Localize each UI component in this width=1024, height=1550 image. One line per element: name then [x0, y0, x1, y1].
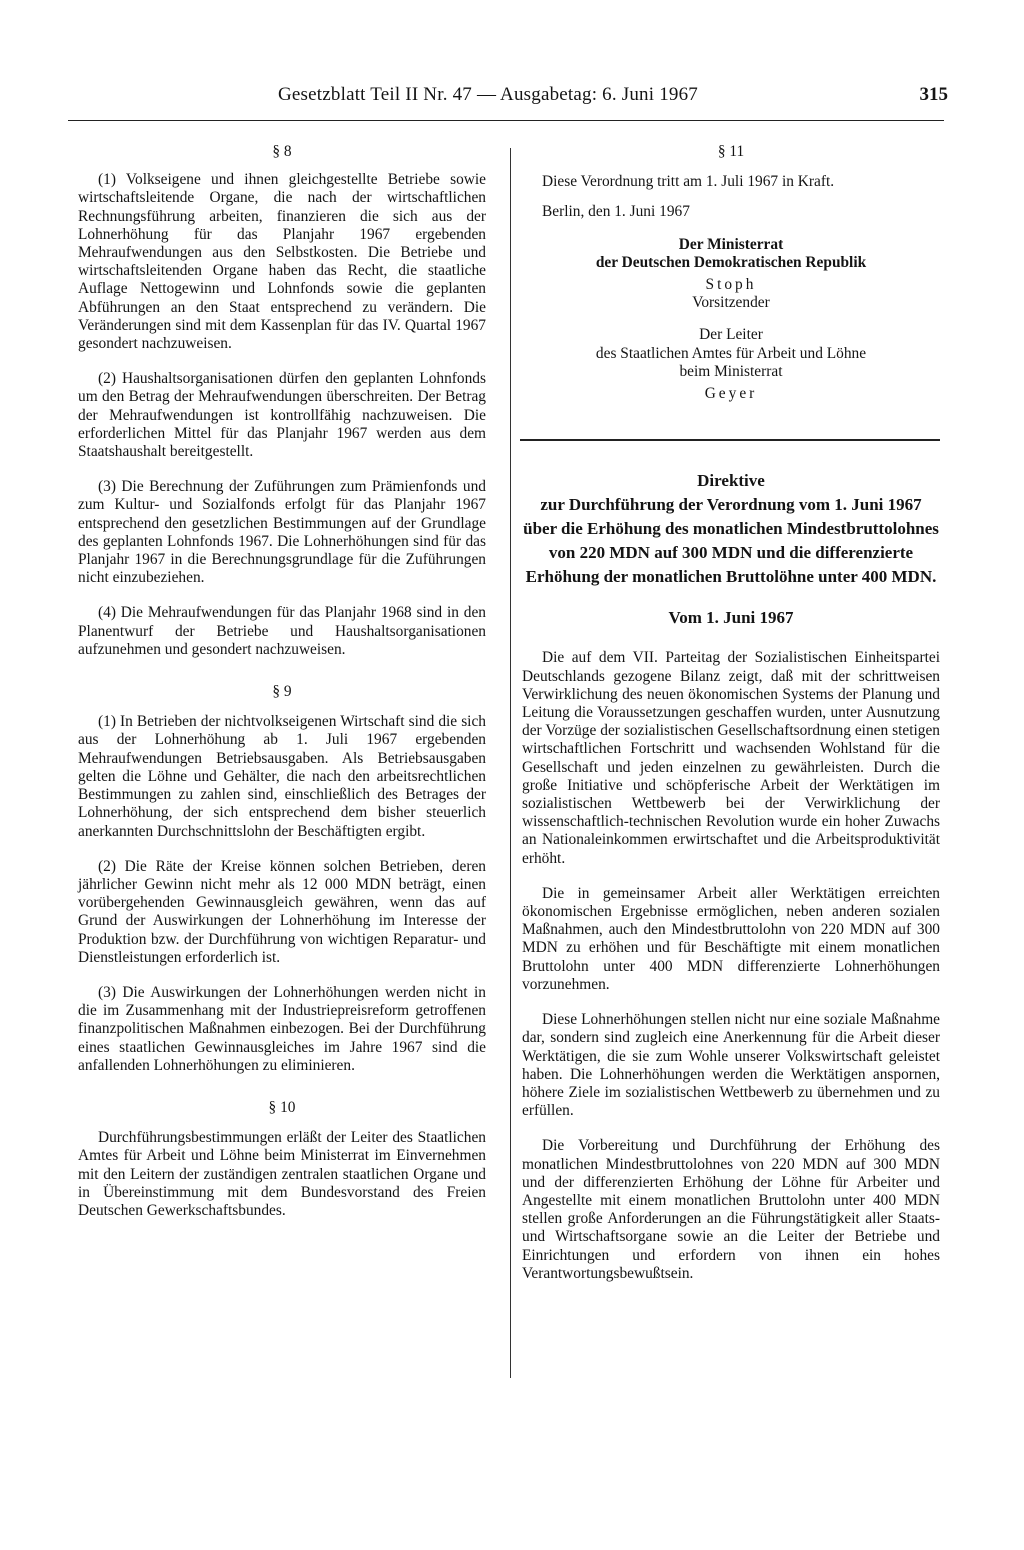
signer-2-name: Geyer [704, 385, 758, 403]
directive-paragraph-2: Die in gemeinsamer Arbeit aller Werktätigen erreichten ökonomischen Ergebnisse ermöglichen, neben anderen sozialen Maßnahmen, auch den Mindestbruttolohn von 220 MDN auf 300 MDN zu erhöhen und für Beschäftigte mit einem monatlichen Bruttolohn unter 400 MDN differenzierte Lohnerhöhungen vorzunehmen. [522, 884, 940, 993]
directive-paragraph-3: Diese Lohnerhöhungen stellen nicht nur eine soziale Maßnahme dar, sondern sind zugleich eine Anerkennung für die Arbeit dieser Werktätigen, die sie zum Wohle unserer Volkswirtschaft geleistet haben. Die Lohnerhöhungen werden die Werktätigen anspornen, höhere Ziele im sozialistischen Wettbewerb zu übernehmen und zu erfüllen. [522, 1011, 940, 1120]
separator-rule [520, 439, 940, 441]
signer-2-role-line-2: des Staatlichen Amtes für Arbeit und Löhne [595, 344, 867, 362]
s9-paragraph-3: (3) Die Auswirkungen der Lohnerhöhungen werden nicht in die im Zusammenhang mit der Industriepreisreform getroffenen finanzpolitischen Maßnahmen einbezogen. Bei der Durchführung eines staatlichen Gewinnausgleiches im Jahre 1967 sind die anfallenden Lohnerhöhungen zu eliminieren. [78, 983, 486, 1074]
directive-subtitle: zur Durchführung der Verordnung vom 1. Juni 1967 über die Erhöhung des monatlichen Mindestbruttolohnes von 220 MDN auf 300 MDN und die differenzierte Erhöhung der monatlichen Bruttolöhne unter 400 MDN. [523, 495, 939, 587]
place-date: Berlin, den 1. Juni 1967 [542, 203, 690, 221]
signer-2-role-line-3: beim Ministerrat [679, 362, 783, 380]
left-column [78, 143, 486, 1220]
signer-1-name: Stoph [705, 276, 757, 294]
signature-block [522, 236, 940, 404]
section-9-heading: § 9 [272, 683, 292, 701]
directive-paragraph-4: Die Vorbereitung und Durchführung der Erhöhung des monatlichen Mindestbruttolohnes von 220 MDN auf 300 MDN und der differenzierten Erhöhung der Löhne für Arbeiter und Angestellte mit einem monatlichen Bruttolohn unter 400 MDN stellen große Anforderungen an die Führungstätigkeit aller Staats- und Wirtschaftsorgane sowie an die Leiter der Betriebe und Einrichtungen und erfordern von ihnen ein hohes Verantwortungsbewußtsein. [522, 1137, 940, 1282]
page-header [68, 84, 948, 114]
s8-paragraph-1: (1) Volkseigene und ihnen gleichgestellte Betriebe sowie wirtschaftsleitende Organe, die nach der wirtschaftlichen Rechnungsführung arbeiten, finanzieren die sich aus der Lohnerhöhung für das Planjahr 1967 ergebenden Mehraufwendungen aus den Selbstkosten. Die Betriebe und wirtschaftsleitenden Organe haben das Recht, die staatliche Auflage Nettogewinn und Lohnfonds sowie die geplanten Abführungen an den Staat entsprechend zu verändern. Die Veränderungen sind mit dem Kassenplan für das IV. Quartal 1967 gesondert nachzuweisen. [78, 171, 486, 353]
s8-paragraph-4: (4) Die Mehraufwendungen für das Planjahr 1968 sind in den Planentwurf der Betriebe und Haushaltsorganisationen aufzunehmen und gesondert nachzuweisen. [78, 604, 486, 658]
s8-paragraph-2: (2) Haushaltsorganisationen dürfen den geplanten Lohnfonds um den Betrag der Mehraufwendungen überschreiten. Der Betrag der Mehraufwendungen ist kontrollfähig nachzuweisen. Die erforderlichen Mittel für das Planjahr 1967 werden aus dem Staatshaushalt bereitgestellt. [78, 370, 486, 461]
issuing-body-line-1: Der Ministerrat [678, 235, 784, 253]
page-number: 315 [919, 84, 948, 105]
header-title: Gesetzblatt Teil II Nr. 47 — Ausgabetag: 6. Juni 1967 [278, 84, 698, 105]
section-11-heading: § 11 [717, 143, 745, 160]
s9-paragraph-2: (2) Die Räte der Kreise können solchen Betrieben, deren jährlicher Gewinn nicht mehr als 12 000 MDN beträgt, einen vorübergehenden Gewinnausgleich gewähren, wenn das auf Grund der Auswirkungen der Lohnerhöhung im Interesse der Produktion bzw. der Durchführung von wichtigen Reparatur- und Dienstleistungen erforderlich ist. [78, 857, 486, 966]
directive-paragraph-1: Die auf dem VII. Parteitag der Sozialistischen Einheitspartei Deutschlands gezogene Bilanz zeigt, daß mit der schrittweisen Verwirklichung des neuen ökonomischen Systems der Planung und Leitung die Voraussetzungen geschaffen wurden, unter Ausnutzung der Vorzüge der sozialistischen Gesellschaftsordnung einen stetigen wirtschaftlichen Fortschritt und wachsenden Wohlstand für die Gesellschaft und jeden einzelnen zu gewährleisten. Durch die große Initiative und schöpferische Arbeit der Werktätigen im sozialistischen Wettbewerb bei der Verwirklichung der wissenschaftlich-technischen Revolution wurde ein hoher Zuwachs an Nationaleinkommen erwirtschaftet und die Arbeitsproduktivität erhöht. [522, 649, 940, 867]
issuing-body-line-2: der Deutschen Demokratischen Republik [595, 253, 867, 271]
s11-paragraph-1: Diese Verordnung tritt am 1. Juli 1967 in Kraft. [542, 173, 835, 191]
s9-paragraph-1: (1) In Betrieben der nichtvolkseigenen Wirtschaft sind die sich aus der Lohnerhöhung ab 1. Juli 1967 ergebenden Mehraufwendungen Betriebsausgaben. Als Betriebsausgaben gelten die Löhne und Gehälter, die nach den arbeitsrechtlichen Bestimmungen zu zahlen sind, einschließlich des Betrages der Lohnerhöhung, der sich entsprechend dem bisher steuerlich anerkannten Durchschnittslohn der Beschäftigten ergibt. [78, 713, 486, 840]
s8-paragraph-3: (3) Die Berechnung der Zuführungen zum Prämienfonds und zum Kultur- und Sozialfonds erfolgt für das Planjahr 1967 entsprechend den gesetzlichen Bestimmungen auf der Grundlage des geplanten Lohnfonds 1967. Die Lohnerhöhungen sind für das Planjahr 1967 in die Berechnungsgrundlage für die Zuführungen nicht einzubeziehen. [78, 478, 486, 587]
header-rule [68, 120, 944, 121]
s10-paragraph-1: Durchführungsbestimmungen erläßt der Leiter des Staatlichen Amtes für Arbeit und Löhne beim Ministerrat im Einvernehmen mit den Leitern der zuständigen zentralen staatlichen Organe und in Übereinstimmung mit dem Bundesvorstand des Freien Deutschen Gewerkschaftsbundes. [78, 1129, 486, 1219]
column-divider [510, 148, 511, 1378]
section-8-heading: § 8 [272, 143, 292, 160]
right-column [522, 143, 940, 1283]
signer-1-role: Vorsitzender [692, 294, 770, 312]
directive-title: Direktive [697, 471, 765, 491]
directive-date: Vom 1. Juni 1967 [668, 608, 794, 628]
section-10-heading: § 10 [268, 1098, 296, 1116]
signer-2-role-line-1: Der Leiter [699, 326, 763, 344]
